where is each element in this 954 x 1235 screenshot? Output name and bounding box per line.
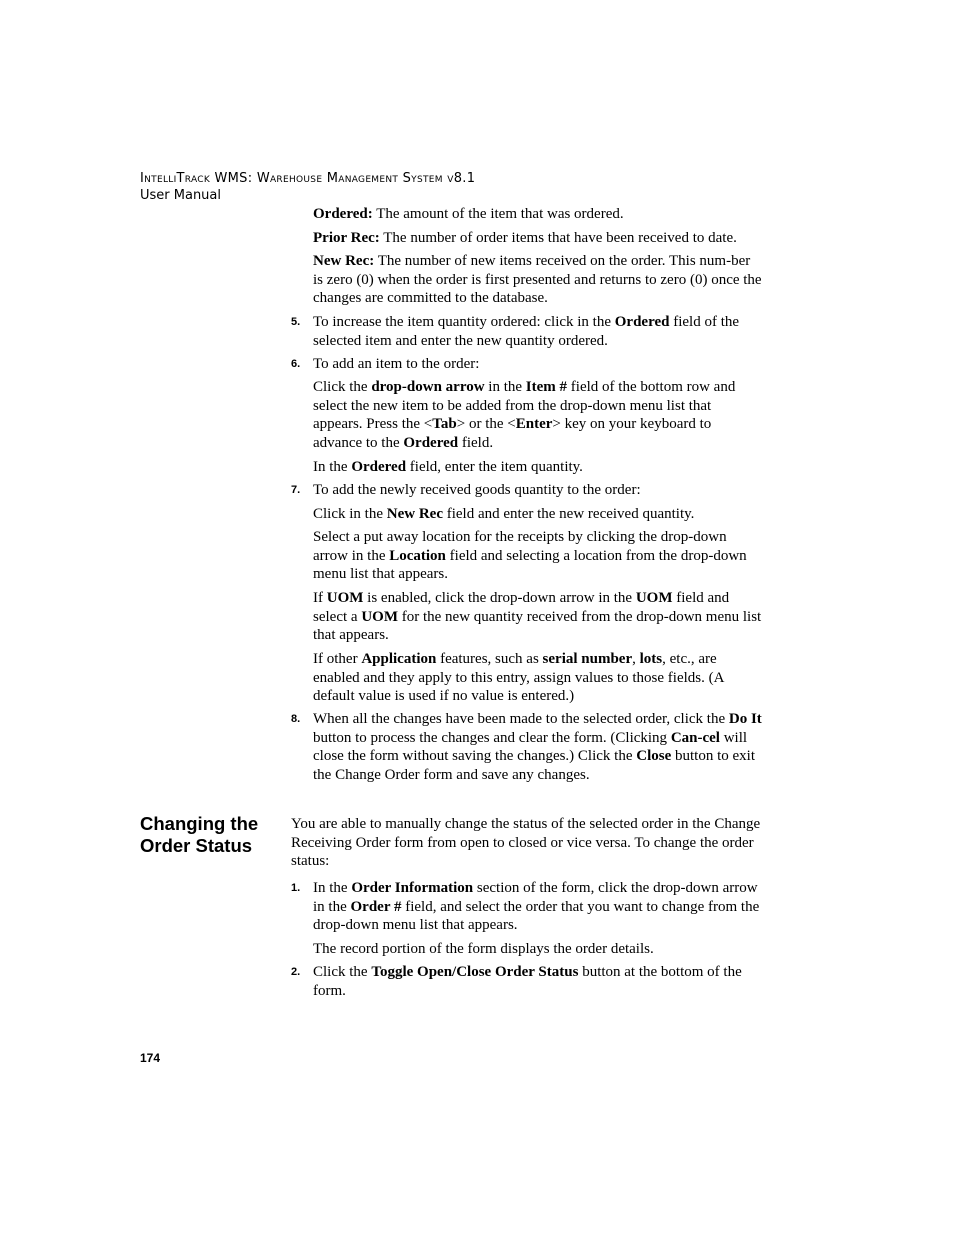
field-ordered: Ordered: The amount of the item that was ordered. [313, 206, 624, 222]
page-number: 174 [140, 1051, 161, 1065]
field-new-rec: New Rec: The number of new items received on the order. This num-ber is zero (0) when the order is first presented and returns to zero (0) once the changes are committed to the database. [313, 253, 762, 307]
field-prior-rec: Prior Rec: The number of order items that have been received to date. [313, 230, 737, 246]
section-intro: You are able to manually change the status of the selected order in the Change Receiving Order form from open to closed or vice versa. To change the order status: [291, 816, 761, 870]
running-header [140, 170, 475, 204]
step-7-location: Select a put away location for the receipts by clicking the drop-down arrow in the Location field and selecting a location from the drop-down menu list that appears. [313, 529, 747, 583]
step-number: 7. [291, 484, 301, 496]
step-8-text: When all the changes have been made to the selected order, click the Do It button to process the changes and clear the form. (Clicking Can-cel will close the form without saving the changes.) Click the Close button to exit the Change Order form and save any changes. [313, 711, 762, 784]
step-7-uom: If UOM is enabled, click the drop-down arrow in the UOM field and select a UOM for the new quantity received from the drop-down menu list that appears. [313, 590, 762, 644]
header-subtitle: User Manual [140, 188, 222, 203]
status-step-2: Click the Toggle Open/Close Order Status button at the bottom of the form. [313, 964, 742, 999]
step-number: 6. [291, 358, 301, 370]
step-7-new-rec: Click in the New Rec field and enter the new received quantity. [313, 506, 695, 522]
step-number: 1. [291, 882, 301, 894]
step-7-application: If other Application features, such as serial number, lots, etc., are enabled and they apply to this entry, assign values to those fields. (A default value is used if no value is entered.) [313, 651, 724, 705]
step-6-quantity: In the Ordered field, enter the item quantity. [313, 459, 583, 475]
section-heading: Changing the Order Status [140, 813, 259, 856]
step-6-intro: To add an item to the order: [313, 356, 480, 372]
step-number: 8. [291, 713, 301, 725]
step-6-detail: Click the drop-down arrow in the Item # field of the bottom row and select the new item to be added from the drop-down menu list that appears. Press the <Tab> or the <Enter> key on your keyboard to advance to the Ordered field. [313, 379, 736, 452]
status-step-1: In the Order Information section of the form, click the drop-down arrow in the Order # field, and select the order that you want to change from the drop-down menu list that appears. [313, 880, 760, 934]
step-number: 5. [291, 316, 301, 328]
step-5-text: To increase the item quantity ordered: click in the Ordered field of the selected item and enter the new quantity ordered. [313, 314, 740, 349]
step-number: 2. [291, 966, 301, 978]
step-7-intro: To add the newly received goods quantity to the order: [313, 482, 641, 498]
header-title: IntelliTrack WMS: Warehouse Management System v8.1 [140, 171, 476, 186]
status-step-1-note: The record portion of the form displays the order details. [313, 941, 654, 957]
